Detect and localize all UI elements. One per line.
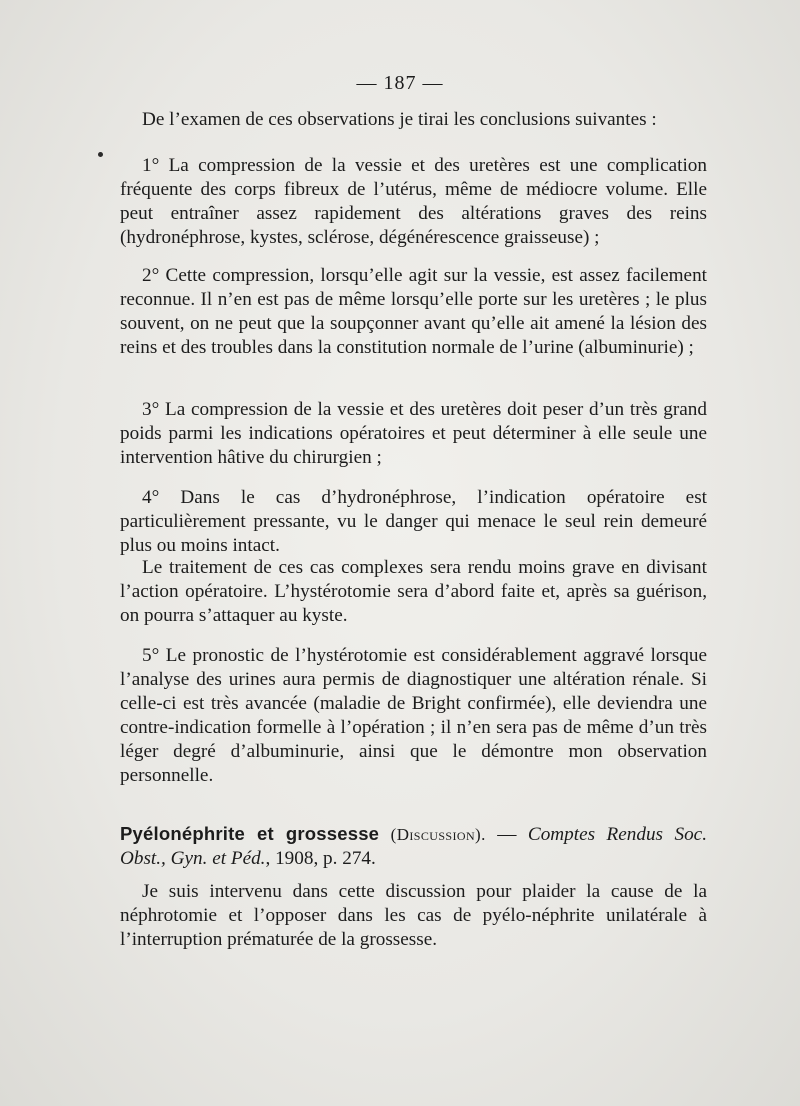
conclusion-4-continuation [120,556,707,628]
intro-paragraph [120,108,707,132]
reference-year: , 1908, p. 274. [265,848,376,869]
reference-heading-line [120,822,707,871]
conclusion-4 [120,486,707,558]
conclusion-3-text: 3° La compression de la vessie et des uretères doit peser d’un très grand poids parmi les indications opératoires et peut déterminer à elle seule une intervention hâtive du chirurgien ; [120,399,707,468]
conclusion-4-continuation-text: Le traitement de ces cas complexes sera rendu moins grave en divisant l’action opératoire. L’hystérotomie sera d’abord faite et, après sa guérison, on pourra s’attaquer au kyste. [120,557,707,626]
conclusion-2-text: 2° Cette compression, lorsqu’elle agit sur la vessie, est assez facilement reconnue. Il n’en est pas de même lorsqu’elle porte sur les uretères ; le plus souvent, on ne peut que la soupçonner avant qu’elle ait amené la lésion des reins et des troubles dans la constitution normale de l’urine (albuminurie) ; [120,265,707,358]
conclusion-1-text: 1° La compression de la vessie et des uretères est une complication fréquente des corps fibreux de l’utérus, même de médiocre volume. Elle peut entraîner assez rapidement des altérations graves des reins (hydronéphrose, kystes, sclérose, dégénérescence graisseuse) ; [120,155,707,248]
conclusion-3 [120,398,707,470]
closing-text: Je suis intervenu dans cette discussion pour plaider la cause de la néphrotomie et l’opposer dans les cas de pyélo-néphrite unilatérale à l’interruption prématurée de la grossesse. [120,881,707,950]
closing-paragraph [120,880,707,952]
conclusion-2 [120,264,707,360]
conclusion-4-text: 4° Dans le cas d’hydronéphrose, l’indication opératoire est particulièrement pressante, vu le danger qui menace le seul rein demeuré plus ou moins intact. [120,487,707,556]
reference-heading [120,822,707,871]
conclusion-5 [120,644,707,788]
heading-dash: — [485,824,528,845]
section-tag: (Discussion). [390,825,486,844]
intro-text: De l’examen de ces observations je tirai les conclusions suivantes : [142,109,657,130]
section-title: Pyélonéphrite et grossesse [120,823,380,844]
conclusion-5-text: 5° Le pronostic de l’hystérotomie est considérablement aggravé lorsque l’analyse des urines aura permis de diagnostiquer une altération rénale. Si celle-ci est très avancée (maladie de Bright confirmée), elle deviendra une contre-indication formelle à l’opération ; il n’en sera pas de même d’un très léger degré d’albuminurie, ainsi que le démontre mon observation personnelle. [120,645,707,786]
reference-source: Comptes Rendus Soc. Obst., Gyn. et Péd. [120,824,707,869]
margin-dot-mark [98,152,103,157]
conclusion-1 [120,154,707,250]
page-number: — 187 — [356,72,444,94]
